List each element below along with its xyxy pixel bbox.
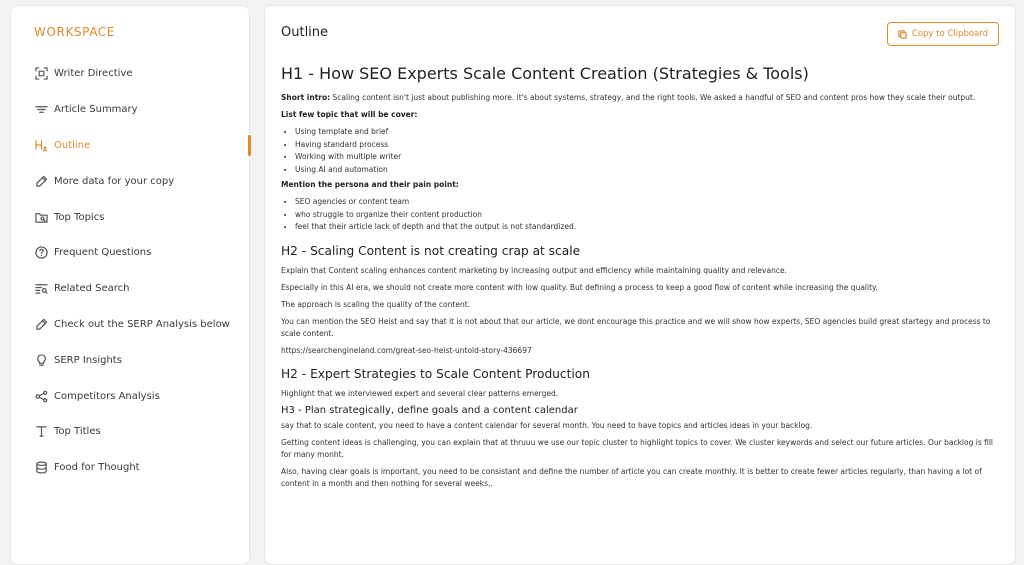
- sidebar-item-label: Food for Thought: [54, 462, 140, 474]
- sidebar-item-label: Writer Directive: [54, 68, 133, 80]
- sidebar-item-frequent-questions[interactable]: [11, 235, 251, 271]
- list-item: • Having standard process: [295, 139, 1001, 152]
- sidebar-item-competitors-analysis[interactable]: [11, 378, 251, 414]
- outline-h1: H1 - How SEO Experts Scale Content Creation (Strategies & Tools): [281, 64, 809, 83]
- network-icon: [35, 390, 48, 403]
- text-icon: [35, 425, 48, 438]
- persona-list: [281, 196, 1001, 234]
- paragraph: Getting content ideas is challenging, you can explain that at thruuu we use our topic cluster to highlight topics to cover. We cluster keywords and select our future articles. Our backlog is fill for many monht.: [281, 437, 994, 459]
- paragraph: say that to scale content, you need to have a content calendar for several month. You need to have topics and articles ideas in your backlog.: [281, 420, 813, 430]
- list-item: • feel that their article lack of depth and that the output is not standardized.: [295, 221, 1001, 234]
- scan-icon: [35, 67, 48, 80]
- sidebar-item-top-topics[interactable]: [11, 199, 251, 235]
- reference-url: https://searchengineland.com/great-seo-heist-untold-story-436697: [281, 345, 532, 355]
- outline-h3: H3 - Plan strategically, define goals and a content calendar: [281, 404, 578, 416]
- copy-button-label: Copy to Clipboard: [911, 29, 988, 39]
- sidebar-item-label: Top Topics: [54, 211, 105, 223]
- sidebar-item-related-search[interactable]: [11, 271, 251, 307]
- copy-to-clipboard-button[interactable]: [887, 22, 999, 46]
- pencil-icon: [35, 318, 48, 331]
- sidebar-item-serp-insights[interactable]: [11, 342, 251, 378]
- workspace-label: WORKSPACE: [34, 25, 115, 39]
- topics-list: [281, 126, 1001, 176]
- database-icon: [35, 461, 48, 474]
- list-item: • SEO agencies or content team: [295, 196, 1001, 209]
- question-icon: [35, 246, 48, 259]
- sidebar-item-more-data[interactable]: [11, 163, 251, 199]
- sidebar-item-writer-directive[interactable]: [11, 56, 251, 92]
- sidebar-item-label: More data for your copy: [54, 175, 175, 187]
- sidebar-item-article-summary[interactable]: [11, 92, 251, 128]
- list-item: • Using AI and automation: [295, 164, 1001, 177]
- panel-title: Outline: [281, 25, 329, 40]
- sidebar-item-label: Check out the SERP Analysis below: [54, 318, 230, 330]
- intro-text: Scaling content isn't just about publishing more. it's about systems, strategy, and the right tools. We asked a handful of SEO and content pros how they scale their output.: [330, 93, 976, 102]
- paragraph: Highlight that we interviewed expert and several clear patterns emerged.: [281, 388, 559, 398]
- pencil-icon: [35, 175, 48, 188]
- sidebar: [10, 5, 250, 565]
- sidebar-item-serp-analysis[interactable]: [11, 307, 251, 343]
- outline-h2: H2 - Scaling Content is not creating crap at scale: [281, 243, 581, 258]
- folder-search-icon: [35, 211, 48, 224]
- sidebar-item-label: Frequent Questions: [54, 247, 152, 259]
- short-intro: [281, 92, 1001, 104]
- sidebar-item-top-titles[interactable]: [11, 414, 251, 450]
- list-item: • Working with multiple writer: [295, 151, 1001, 164]
- sidebar-item-label: Competitors Analysis: [54, 390, 160, 402]
- lines-icon: [35, 103, 48, 116]
- paragraph: Also, having clear goals is important, you need to be consistant and define the number of article you can create monthly. It is better to create fewer articles regularly, than having a lot of content in a month and then nothing for several weeks,.: [281, 466, 982, 488]
- sidebar-item-label: Top Titles: [54, 426, 101, 438]
- outline-h2: H2 - Expert Strategies to Scale Content Production: [281, 366, 590, 381]
- outline-panel: [264, 5, 1016, 565]
- topics-heading: List few topic that will be cover:: [281, 110, 418, 119]
- sidebar-item-label: SERP Insights: [54, 354, 122, 366]
- persona-heading: Mention the persona and their pain point:: [281, 180, 459, 189]
- copy-icon: [898, 30, 907, 39]
- list-search-icon: [35, 282, 48, 295]
- paragraph: Explain that Content scaling enhances content marketing by increasing output and efficiency while maintaining quality and relevance.: [281, 265, 787, 275]
- paragraph: You can mention the SEO Heist and say that it is not about that our article, we dont encourage this practice and we will show how experts, SEO agencies build great startegy and process to scale content.: [281, 316, 991, 338]
- list-item: • who struggle to organize their content production: [295, 209, 1001, 222]
- sidebar-item-food-for-thought[interactable]: [11, 450, 251, 486]
- list-item: • Using template and brief: [295, 126, 1001, 139]
- sidebar-item-outline[interactable]: [11, 128, 251, 164]
- paragraph: The approach is scaling the quality of the content.: [281, 299, 471, 309]
- sidebar-item-label: Outline: [54, 139, 91, 151]
- sidebar-item-label: Article Summary: [54, 104, 138, 116]
- sidebar-nav: [11, 56, 251, 486]
- intro-label: Short intro:: [281, 93, 331, 102]
- sidebar-item-label: Related Search: [54, 283, 130, 295]
- heading-icon: [35, 139, 48, 152]
- outline-content: [281, 64, 1001, 495]
- lightbulb-icon: [35, 354, 48, 367]
- paragraph: Especially in this AI era, we should not create more content with low quality. But defining a process to keep a good flow of content while increasing the quality.: [281, 282, 878, 292]
